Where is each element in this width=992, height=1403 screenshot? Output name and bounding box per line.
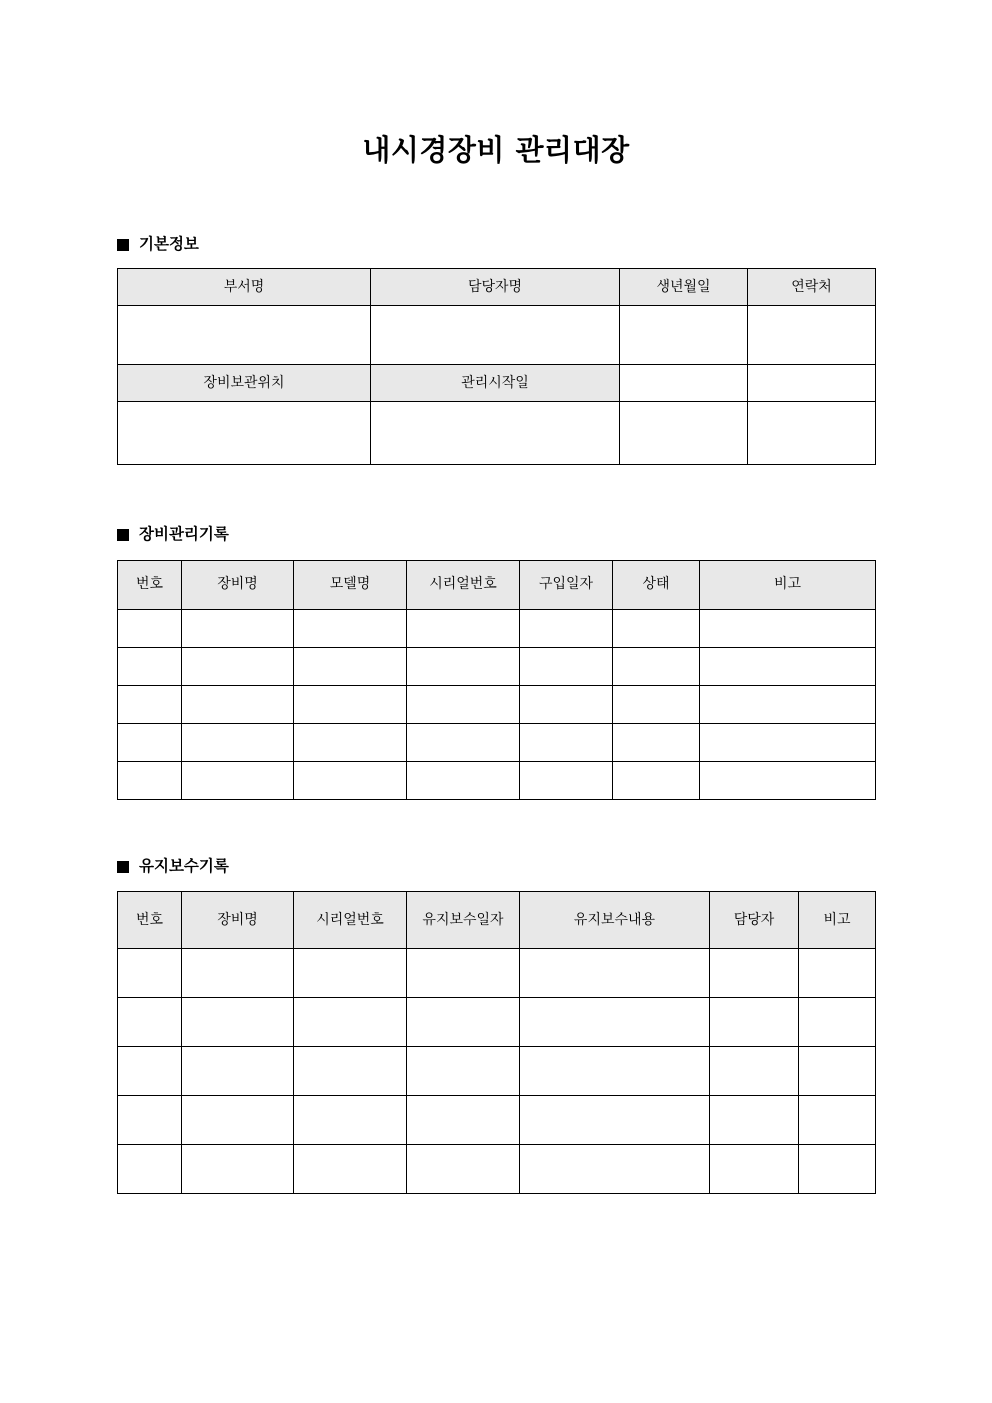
cell-maintenance-date[interactable] — [407, 1047, 520, 1096]
cell-serial-number[interactable] — [294, 1145, 407, 1194]
column-header-maintenance-details: 유지보수내용 — [520, 892, 710, 949]
cell-purchase-date[interactable] — [520, 723, 613, 761]
cell-equipment-name[interactable] — [182, 1096, 294, 1145]
cell-number[interactable] — [118, 723, 182, 761]
section-equipment-record — [117, 527, 875, 800]
maintenance-record-table — [117, 891, 876, 1194]
section-maintenance-record — [117, 856, 875, 1195]
cell-remarks[interactable] — [799, 1145, 876, 1194]
cell-equipment-name[interactable] — [182, 1145, 294, 1194]
cell-number[interactable] — [118, 609, 182, 647]
cell-status[interactable] — [613, 685, 700, 723]
page-title: 내시경장비 관리대장 — [362, 133, 630, 167]
maintenance-table-body — [118, 949, 876, 1194]
cell-status[interactable] — [613, 761, 700, 799]
column-header-equipment-name: 장비명 — [182, 560, 294, 609]
table-row — [118, 1145, 876, 1194]
cell-person-in-charge[interactable] — [710, 998, 799, 1047]
table-row-header — [118, 892, 876, 949]
table-row — [118, 723, 876, 761]
cell-maintenance-details[interactable] — [520, 1096, 710, 1145]
cell-serial-number[interactable] — [407, 609, 520, 647]
column-header-person-in-charge: 담당자 — [710, 892, 799, 949]
cell-model-name[interactable] — [294, 723, 407, 761]
section-heading-equipment-record — [117, 527, 875, 543]
field-blank-1[interactable] — [620, 402, 748, 465]
cell-status[interactable] — [613, 647, 700, 685]
cell-purchase-date[interactable] — [520, 609, 613, 647]
square-bullet-icon — [117, 239, 129, 251]
cell-remarks[interactable] — [700, 609, 876, 647]
cell-equipment-name[interactable] — [182, 998, 294, 1047]
blank-cell[interactable] — [620, 365, 748, 402]
cell-maintenance-details[interactable] — [520, 949, 710, 998]
column-header-purchase-date: 구입일자 — [520, 560, 613, 609]
table-row — [118, 949, 876, 998]
square-bullet-icon — [117, 861, 129, 873]
cell-serial-number[interactable] — [407, 647, 520, 685]
cell-maintenance-details[interactable] — [520, 1145, 710, 1194]
column-header-maintenance-date: 유지보수일자 — [407, 892, 520, 949]
square-bullet-icon — [117, 529, 129, 541]
cell-equipment-name[interactable] — [182, 685, 294, 723]
table-row-header — [118, 560, 876, 609]
cell-person-in-charge[interactable] — [710, 949, 799, 998]
column-header-department: 부서명 — [118, 269, 371, 306]
cell-model-name[interactable] — [294, 609, 407, 647]
section-heading-label: 유지보수기록 — [139, 856, 229, 875]
cell-equipment-name[interactable] — [182, 609, 294, 647]
cell-maintenance-details[interactable] — [520, 1047, 710, 1096]
table-row — [118, 761, 876, 799]
cell-status[interactable] — [613, 609, 700, 647]
column-header-status: 상태 — [613, 560, 700, 609]
basic-info-table — [117, 268, 876, 465]
cell-serial-number[interactable] — [294, 1047, 407, 1096]
cell-equipment-name[interactable] — [182, 647, 294, 685]
section-heading-label: 기본정보 — [139, 234, 199, 253]
cell-status[interactable] — [613, 723, 700, 761]
equipment-record-table — [117, 560, 876, 800]
table-row-header — [118, 269, 876, 306]
cell-remarks[interactable] — [700, 685, 876, 723]
column-header-serial-number: 시리얼번호 — [407, 560, 520, 609]
cell-number[interactable] — [118, 685, 182, 723]
cell-remarks[interactable] — [799, 1047, 876, 1096]
column-header-number: 번호 — [118, 892, 182, 949]
field-storage-location[interactable] — [118, 402, 371, 465]
cell-person-in-charge[interactable] — [710, 1096, 799, 1145]
column-header-storage-location: 장비보관위치 — [118, 365, 371, 402]
cell-equipment-name[interactable] — [182, 1047, 294, 1096]
cell-remarks[interactable] — [700, 723, 876, 761]
field-blank-2[interactable] — [748, 402, 876, 465]
field-management-start-date[interactable] — [371, 402, 620, 465]
cell-maintenance-date[interactable] — [407, 1145, 520, 1194]
cell-serial-number[interactable] — [294, 949, 407, 998]
column-header-manager-name: 담당자명 — [371, 269, 620, 306]
column-header-remarks: 비고 — [799, 892, 876, 949]
cell-serial-number[interactable] — [407, 723, 520, 761]
cell-model-name[interactable] — [294, 761, 407, 799]
field-department[interactable] — [118, 306, 371, 365]
column-header-remarks: 비고 — [700, 560, 876, 609]
cell-serial-number[interactable] — [407, 761, 520, 799]
cell-number[interactable] — [118, 998, 182, 1047]
blank-cell[interactable] — [748, 365, 876, 402]
field-manager-name[interactable] — [371, 306, 620, 365]
cell-equipment-name[interactable] — [182, 949, 294, 998]
cell-equipment-name[interactable] — [182, 723, 294, 761]
cell-number[interactable] — [118, 647, 182, 685]
cell-remarks[interactable] — [799, 1096, 876, 1145]
table-row — [118, 685, 876, 723]
table-row — [118, 1047, 876, 1096]
cell-number[interactable] — [118, 1047, 182, 1096]
section-heading-label: 장비관리기록 — [139, 525, 229, 544]
equipment-table-body — [118, 609, 876, 799]
section-heading-maintenance-record — [117, 856, 875, 875]
column-header-management-start-date: 관리시작일 — [371, 365, 620, 402]
cell-serial-number[interactable] — [407, 685, 520, 723]
section-basic-info — [117, 234, 875, 466]
column-header-birthdate: 생년월일 — [620, 269, 748, 306]
column-header-number: 번호 — [118, 560, 182, 609]
cell-number[interactable] — [118, 949, 182, 998]
cell-person-in-charge[interactable] — [710, 1145, 799, 1194]
cell-remarks[interactable] — [700, 761, 876, 799]
cell-maintenance-date[interactable] — [407, 998, 520, 1047]
cell-purchase-date[interactable] — [520, 761, 613, 799]
table-row — [118, 402, 876, 465]
column-header-serial-number: 시리얼번호 — [294, 892, 407, 949]
cell-serial-number[interactable] — [294, 1096, 407, 1145]
column-header-model-name: 모델명 — [294, 560, 407, 609]
cell-equipment-name[interactable] — [182, 761, 294, 799]
cell-purchase-date[interactable] — [520, 647, 613, 685]
cell-model-name[interactable] — [294, 685, 407, 723]
cell-number[interactable] — [118, 1096, 182, 1145]
table-row — [118, 998, 876, 1047]
table-row — [118, 647, 876, 685]
cell-number[interactable] — [118, 1145, 182, 1194]
cell-purchase-date[interactable] — [520, 685, 613, 723]
table-row — [118, 306, 876, 365]
cell-remarks[interactable] — [799, 949, 876, 998]
column-header-equipment-name: 장비명 — [182, 892, 294, 949]
field-contact[interactable] — [748, 306, 876, 365]
table-row-header — [118, 365, 876, 402]
table-row — [118, 1096, 876, 1145]
cell-maintenance-details[interactable] — [520, 998, 710, 1047]
field-birthdate[interactable] — [620, 306, 748, 365]
cell-maintenance-date[interactable] — [407, 1096, 520, 1145]
section-heading-basic-info — [117, 234, 875, 253]
cell-model-name[interactable] — [294, 647, 407, 685]
cell-maintenance-date[interactable] — [407, 949, 520, 998]
column-header-contact: 연락처 — [748, 269, 876, 306]
cell-serial-number[interactable] — [294, 998, 407, 1047]
cell-number[interactable] — [118, 761, 182, 799]
cell-person-in-charge[interactable] — [710, 1047, 799, 1096]
table-row — [118, 609, 876, 647]
cell-remarks[interactable] — [700, 647, 876, 685]
cell-remarks[interactable] — [799, 998, 876, 1047]
